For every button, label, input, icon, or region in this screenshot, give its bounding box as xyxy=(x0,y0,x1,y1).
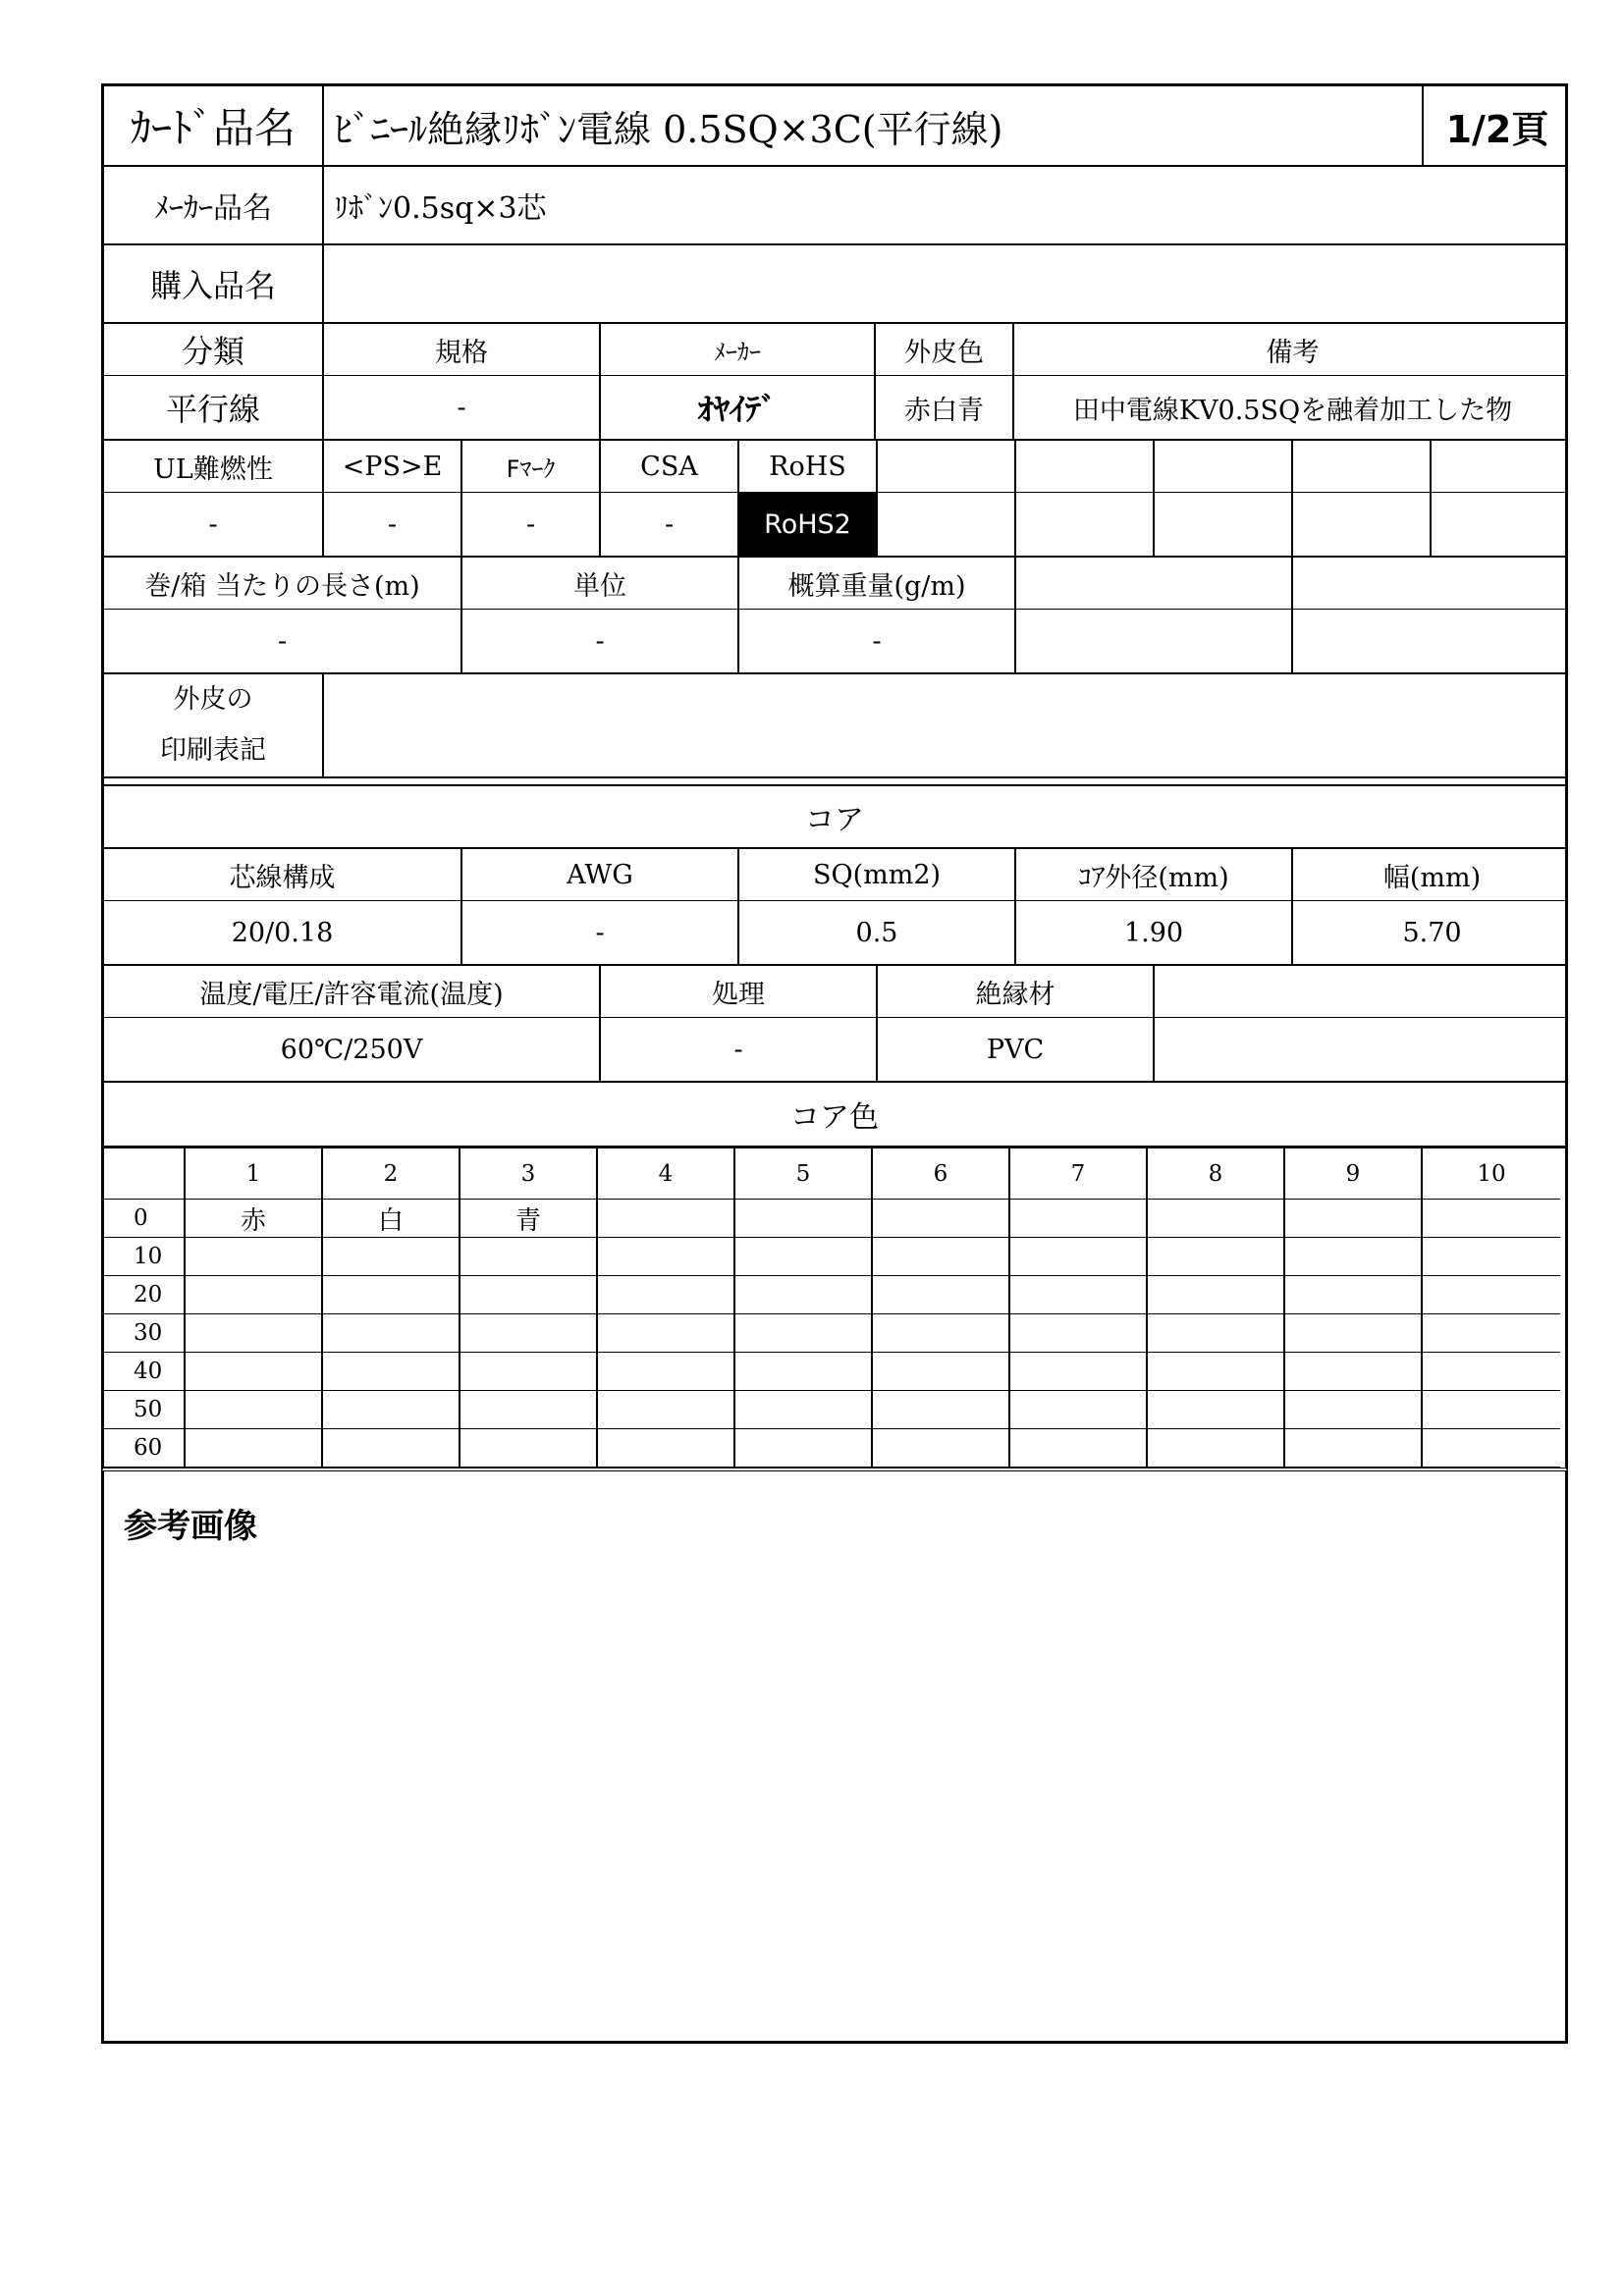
cert-value-empty xyxy=(1155,493,1293,556)
core-color-column-number: 9 xyxy=(1285,1148,1423,1200)
insulation-value: PVC xyxy=(878,1018,1155,1081)
core-color-cell xyxy=(323,1391,460,1429)
core-color-cell xyxy=(1010,1429,1148,1468)
remarks-header-cell: 備考 xyxy=(1266,337,1320,368)
classification-values xyxy=(101,376,1568,441)
cert-header-empty xyxy=(1155,441,1293,492)
core-color-cell xyxy=(598,1429,735,1468)
insulation-header-cell: 絶縁材 xyxy=(878,966,1155,1017)
core-color-cell xyxy=(873,1314,1010,1353)
core-color-cell xyxy=(1148,1276,1285,1314)
core-color-cell xyxy=(598,1238,735,1276)
length-header xyxy=(101,558,1568,610)
length-header-empty xyxy=(1293,558,1571,609)
core-color-column-number: 8 xyxy=(1148,1148,1285,1200)
page-indicator: 1/2頁 xyxy=(1445,107,1549,151)
maker-name-row xyxy=(101,167,1568,245)
core-color-cell xyxy=(1010,1314,1148,1353)
core-section-title: コア xyxy=(101,786,1568,849)
core-color-row-label: 60 xyxy=(104,1429,186,1468)
unit-value: - xyxy=(462,610,739,672)
weight-value: - xyxy=(739,610,1016,672)
core-color-cell xyxy=(598,1276,735,1314)
core-color-cell xyxy=(186,1429,323,1468)
sq-header: SQ(mm2) xyxy=(739,849,1016,900)
awg-header: AWG xyxy=(462,849,739,900)
classification-value: 平行線 xyxy=(104,376,324,439)
card-name-label: ｶｰﾄﾞ品名 xyxy=(104,86,324,165)
core-color-cell xyxy=(1423,1276,1560,1314)
core-color-row xyxy=(104,1200,1565,1238)
core-color-column-number: 10 xyxy=(1423,1148,1560,1200)
core-color-cell xyxy=(1423,1200,1560,1238)
cert-value-fmark: - xyxy=(462,493,601,556)
cert-header-rohs: RoHS xyxy=(739,441,878,492)
core-color-row xyxy=(104,1238,1565,1276)
core-color-cell xyxy=(598,1353,735,1391)
awg-value: - xyxy=(462,901,739,964)
rating-value: 60℃/250V xyxy=(104,1018,601,1081)
cert-header-pse: <PS>E xyxy=(324,441,462,492)
core-color-cell xyxy=(598,1391,735,1429)
jacket-color-header-cell: 外皮色 xyxy=(876,324,1014,375)
core-color-cell xyxy=(873,1429,1010,1468)
core-color-cell xyxy=(873,1391,1010,1429)
core-color-row-label: 40 xyxy=(104,1353,186,1391)
cert-value-empty xyxy=(1293,493,1432,556)
core-color-cell xyxy=(1285,1391,1423,1429)
core-color-cell xyxy=(1148,1391,1285,1429)
cert-value-rohs: RoHS2 xyxy=(739,493,878,556)
core-od-header: ｺｱ外径(mm) xyxy=(1016,849,1293,900)
core-color-cell xyxy=(1148,1314,1285,1353)
maker-value: ｵﾔｲﾃﾞ xyxy=(601,376,876,439)
length-value: - xyxy=(104,610,462,672)
reference-image-title: 参考画像 xyxy=(124,1507,257,1546)
core-color-cell xyxy=(460,1353,598,1391)
jacket-color-value: 赤白青 xyxy=(876,376,1014,439)
core-color-column-number: 2 xyxy=(323,1148,460,1200)
core-color-cell xyxy=(460,1391,598,1429)
core-color-cell xyxy=(323,1276,460,1314)
rating-values xyxy=(101,1018,1568,1083)
core-color-row xyxy=(104,1314,1565,1353)
core-color-column-number: 5 xyxy=(735,1148,873,1200)
core-color-body xyxy=(104,1200,1565,1468)
core-color-cell: 白 xyxy=(323,1200,460,1238)
core-color-cell xyxy=(873,1276,1010,1314)
core-color-cell xyxy=(1148,1429,1285,1468)
core-color-cell xyxy=(735,1314,873,1353)
core-color-cell xyxy=(735,1353,873,1391)
core-color-table xyxy=(101,1148,1568,1471)
core-color-cell xyxy=(460,1276,598,1314)
length-values xyxy=(101,610,1568,674)
certifications-values xyxy=(101,493,1568,558)
core-color-cell xyxy=(186,1391,323,1429)
core-color-cell xyxy=(1148,1238,1285,1276)
cert-value-ul: - xyxy=(104,493,324,556)
core-color-cell xyxy=(735,1429,873,1468)
core-color-row-label: 50 xyxy=(104,1391,186,1429)
core-color-corner xyxy=(104,1148,186,1200)
core-color-cell xyxy=(186,1276,323,1314)
core-color-row xyxy=(104,1353,1565,1391)
core-color-cell xyxy=(735,1276,873,1314)
core-color-cell xyxy=(873,1200,1010,1238)
reference-image-area xyxy=(101,1471,1568,2044)
core-color-row-label: 10 xyxy=(104,1238,186,1276)
cert-value-empty xyxy=(1432,493,1571,556)
core-color-row-label: 30 xyxy=(104,1314,186,1353)
treatment-value: - xyxy=(601,1018,878,1081)
core-color-column-number: 6 xyxy=(873,1148,1010,1200)
core-color-cell xyxy=(1423,1314,1560,1353)
rating-header-cell: 温度/電圧/許容電流(温度) xyxy=(104,966,601,1017)
core-color-cell xyxy=(1423,1353,1560,1391)
core-color-cell xyxy=(1148,1200,1285,1238)
core-color-row xyxy=(104,1391,1565,1429)
title-row xyxy=(101,83,1568,167)
jacket-print-label xyxy=(104,674,324,776)
core-values xyxy=(101,901,1568,966)
core-color-cell xyxy=(598,1200,735,1238)
cert-header-empty xyxy=(1016,441,1155,492)
cert-header-empty xyxy=(1293,441,1432,492)
purchase-name-value xyxy=(324,245,1571,322)
core-color-cell xyxy=(735,1200,873,1238)
rating-value-empty xyxy=(1155,1018,1571,1081)
rating-header xyxy=(101,966,1568,1018)
core-color-cell xyxy=(460,1429,598,1468)
jacket-print-value xyxy=(324,674,1571,776)
remarks-value: 田中電線KV0.5SQを融着加工した物 xyxy=(1072,395,1513,426)
card-name-value: ﾋﾞﾆｰﾙ絶縁ﾘﾎﾞﾝ電線 0.5SQ×3C(平行線) xyxy=(324,86,1424,165)
core-color-cell: 青 xyxy=(460,1200,598,1238)
core-color-cell xyxy=(1423,1391,1560,1429)
core-color-row-label: 20 xyxy=(104,1276,186,1314)
jacket-print-label-line2: 印刷表記 xyxy=(160,735,266,766)
core-color-cell xyxy=(186,1353,323,1391)
core-color-column-header xyxy=(104,1148,1565,1200)
maker-header-cell: ﾒｰｶｰ xyxy=(601,324,876,375)
core-color-cell xyxy=(735,1391,873,1429)
cert-header-ul: UL難燃性 xyxy=(104,441,324,492)
length-value-empty xyxy=(1016,610,1293,672)
treatment-header-cell: 処理 xyxy=(601,966,878,1017)
core-color-cell xyxy=(186,1314,323,1353)
spec-sheet xyxy=(101,83,1568,2044)
core-color-cell xyxy=(1285,1200,1423,1238)
rating-header-empty xyxy=(1155,966,1571,1017)
purchase-name-label: 購入品名 xyxy=(104,245,324,322)
cert-value-pse: - xyxy=(324,493,462,556)
conductor-header: 芯線構成 xyxy=(104,849,462,900)
core-color-cell xyxy=(1285,1429,1423,1468)
cert-header-empty xyxy=(878,441,1016,492)
core-color-cell xyxy=(735,1238,873,1276)
length-value-empty xyxy=(1293,610,1571,672)
core-color-cell xyxy=(598,1314,735,1353)
core-color-cell xyxy=(1010,1276,1148,1314)
cert-value-csa: - xyxy=(601,493,739,556)
standard-header-cell: 規格 xyxy=(324,324,601,375)
core-color-column-number: 4 xyxy=(598,1148,735,1200)
core-color-cell xyxy=(1285,1276,1423,1314)
cert-value-empty xyxy=(1016,493,1155,556)
core-color-cell xyxy=(1423,1238,1560,1276)
core-color-cell xyxy=(323,1353,460,1391)
core-color-row-label: 0 xyxy=(104,1200,186,1238)
cert-value-empty xyxy=(878,493,1016,556)
core-color-cell xyxy=(1285,1314,1423,1353)
core-color-section-title: コア色 xyxy=(101,1083,1568,1148)
jacket-print-label-line1: 外皮の xyxy=(173,684,253,715)
conductor-value: 20/0.18 xyxy=(104,901,462,964)
core-color-row xyxy=(104,1429,1565,1468)
core-color-column-number: 1 xyxy=(186,1148,323,1200)
core-color-cell xyxy=(1285,1353,1423,1391)
core-color-cell xyxy=(1423,1429,1560,1468)
core-color-cell xyxy=(460,1314,598,1353)
core-color-cell xyxy=(1010,1353,1148,1391)
core-color-cell xyxy=(460,1238,598,1276)
core-color-cell xyxy=(1010,1391,1148,1429)
core-color-cell xyxy=(323,1238,460,1276)
core-header xyxy=(101,849,1568,901)
weight-header-cell: 概算重量(g/m) xyxy=(739,558,1016,609)
width-value: 5.70 xyxy=(1402,917,1462,948)
classification-header-cell: 分類 xyxy=(104,324,324,375)
width-header: 幅(mm) xyxy=(1382,862,1482,893)
length-header-cell: 巻/箱 当たりの長さ(m) xyxy=(104,558,462,609)
certifications-header xyxy=(101,441,1568,493)
section-gap xyxy=(101,778,1568,786)
core-color-cell xyxy=(873,1353,1010,1391)
core-color-cell xyxy=(1010,1238,1148,1276)
cert-header-fmark: Fﾏｰｸ xyxy=(462,441,601,492)
core-color-cell xyxy=(186,1238,323,1276)
classification-header xyxy=(101,324,1568,376)
maker-name-label: ﾒｰｶｰ品名 xyxy=(104,167,324,243)
sq-value: 0.5 xyxy=(739,901,1016,964)
standard-value: - xyxy=(324,376,601,439)
length-header-empty xyxy=(1016,558,1293,609)
core-color-cell xyxy=(1010,1200,1148,1238)
cert-header-csa: CSA xyxy=(601,441,739,492)
purchase-name-row xyxy=(101,245,1568,324)
core-color-cell xyxy=(1285,1238,1423,1276)
core-color-column-number: 3 xyxy=(460,1148,598,1200)
jacket-print-row xyxy=(101,674,1568,778)
core-color-cell xyxy=(323,1429,460,1468)
core-color-cell xyxy=(873,1238,1010,1276)
cert-header-empty xyxy=(1432,441,1571,492)
core-color-cell xyxy=(323,1314,460,1353)
core-color-row xyxy=(104,1276,1565,1314)
unit-header-cell: 単位 xyxy=(462,558,739,609)
maker-name-value: ﾘﾎﾞﾝ0.5sq×3芯 xyxy=(334,191,547,226)
core-color-column-number: 7 xyxy=(1010,1148,1148,1200)
core-od-value: 1.90 xyxy=(1016,901,1293,964)
core-color-cell xyxy=(1148,1353,1285,1391)
core-color-cell: 赤 xyxy=(186,1200,323,1238)
